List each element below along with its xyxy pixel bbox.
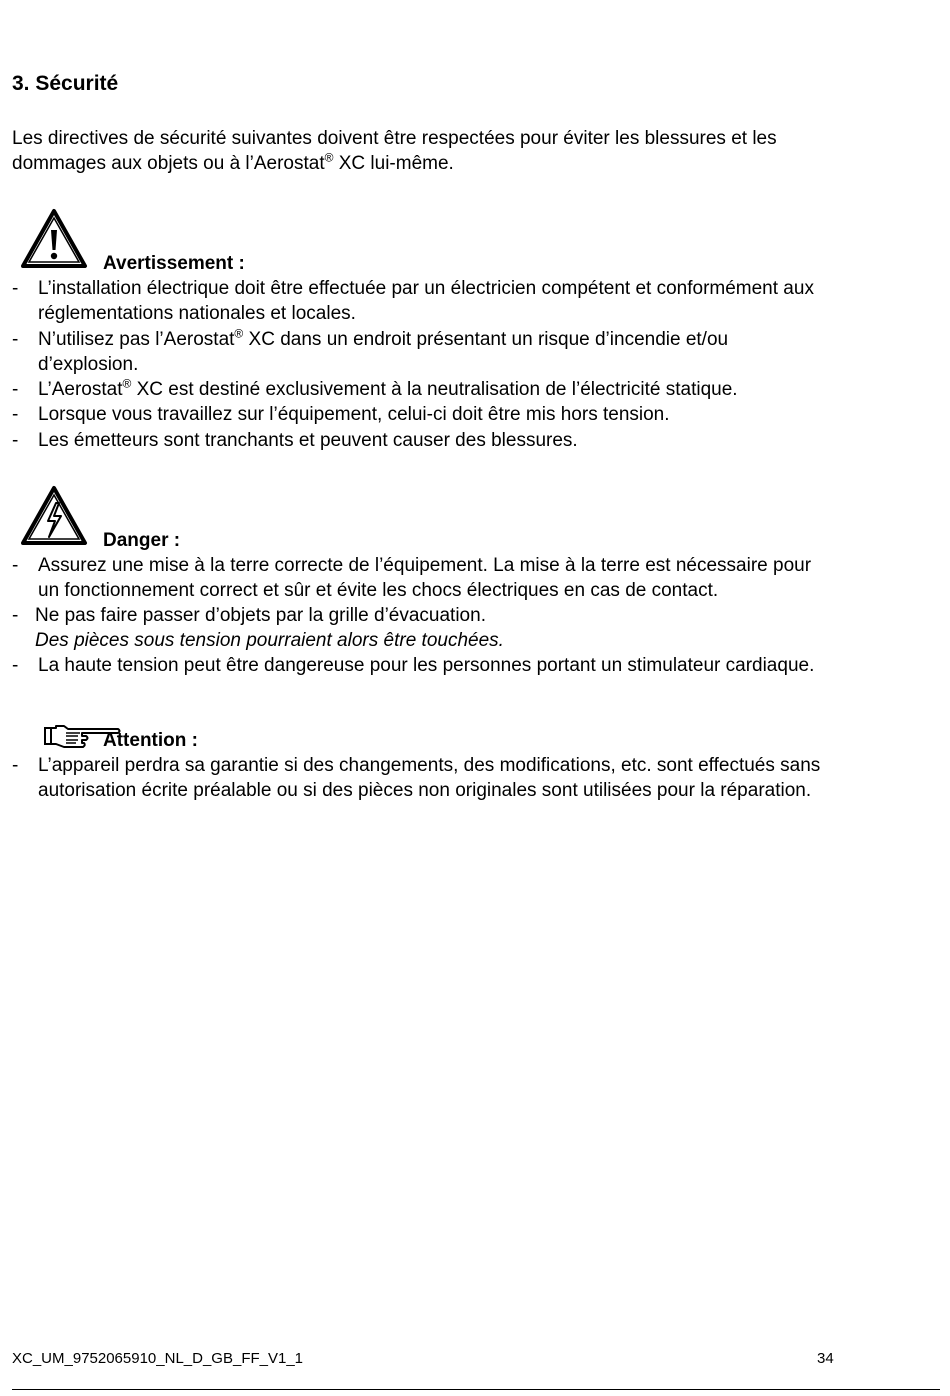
- list-bullet: -: [12, 404, 19, 425]
- danger-heading: Danger :: [103, 530, 181, 551]
- warning-exclamation-icon: [20, 208, 88, 270]
- danger-item-2-line-2: Des pièces sous tension pourraient alors être touchées.: [35, 630, 504, 651]
- intro-line-2: dommages aux objets ou à l’Aerostat® XC lui-même.: [12, 150, 454, 174]
- list-bullet: -: [12, 605, 19, 626]
- list-bullet: -: [12, 278, 19, 299]
- intro-paragraph: [12, 126, 777, 176]
- list-bullet: -: [12, 755, 19, 776]
- warning-item-4: Lorsque vous travaillez sur l’équipement, celui-ci doit être mis hors tension.: [38, 404, 670, 425]
- warning-item-2-line-2: d’explosion.: [38, 354, 139, 375]
- list-bullet: -: [12, 379, 19, 400]
- danger-item-2-line-1: Ne pas faire passer d’objets par la grille d’évacuation.: [35, 605, 486, 626]
- section-title: 3. Sécurité: [12, 72, 119, 95]
- warning-item-1-line-1: L’installation électrique doit être effectuée par un électricien compétent et conformément aux: [38, 278, 814, 299]
- danger-item-1-line-1: Assurez une mise à la terre correcte de l’équipement. La mise à la terre est nécessaire pour: [38, 555, 812, 576]
- list-bullet: -: [12, 430, 19, 451]
- danger-item-1-line-2: un fonctionnement correct et sûr et évite les chocs électriques en cas de contact.: [38, 580, 719, 601]
- list-bullet: -: [12, 655, 19, 676]
- warning-item-2-line-1: N’utilisez pas l’Aerostat® XC dans un endroit présentant un risque d’incendie et/ou: [38, 326, 729, 350]
- footer-doc-id: XC_UM_9752065910_NL_D_GB_FF_V1_1: [12, 1350, 304, 1367]
- attention-item-1-line-2: autorisation écrite préalable ou si des pièces non originales sont utilisées pour la réparation.: [38, 780, 812, 801]
- warning-item-1-line-2: réglementations nationales et locales.: [38, 303, 356, 324]
- list-bullet: -: [12, 329, 19, 350]
- warning-heading: Avertissement :: [103, 253, 245, 274]
- warning-item-5: Les émetteurs sont tranchants et peuvent causer des blessures.: [38, 430, 578, 451]
- list-bullet: -: [12, 555, 19, 576]
- page-number: 34: [817, 1350, 834, 1367]
- footer-divider: [12, 1389, 940, 1390]
- intro-line-1: Les directives de sécurité suivantes doivent être respectées pour éviter les blessures et les: [12, 128, 777, 149]
- attention-item-1-line-1: L’appareil perdra sa garantie si des changements, des modifications, etc. sont effectués sans: [38, 755, 821, 776]
- danger-item-3: La haute tension peut être dangereuse pour les personnes portant un stimulateur cardiaque.: [38, 655, 815, 676]
- warning-item-3: L’Aerostat® XC est destiné exclusivement à la neutralisation de l’électricité statique.: [38, 376, 738, 400]
- attention-heading: Attention :: [103, 730, 198, 751]
- high-voltage-icon: [20, 485, 88, 547]
